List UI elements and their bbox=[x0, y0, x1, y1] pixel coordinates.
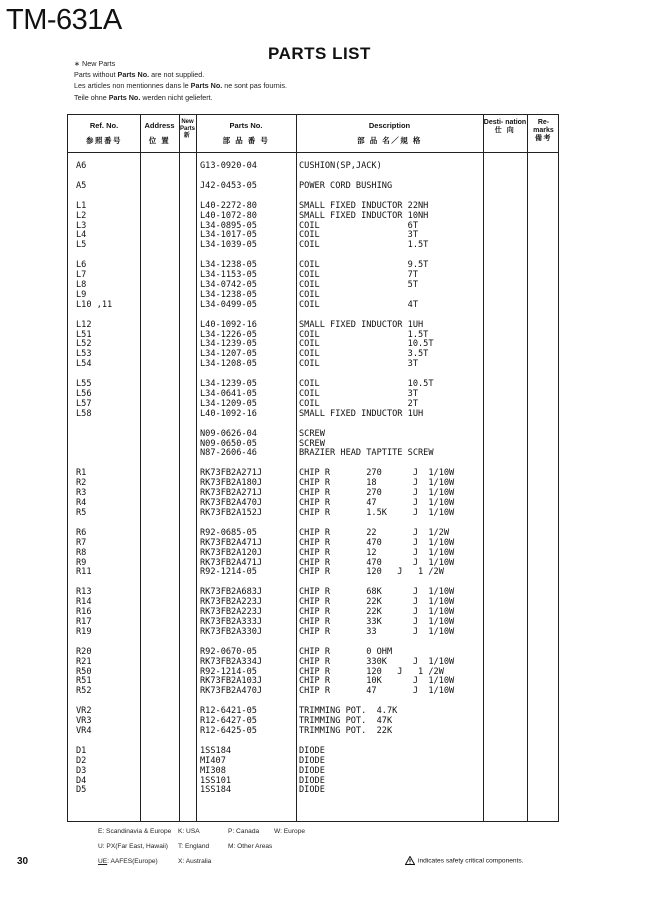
description: COIL 10.5T bbox=[299, 339, 434, 350]
part-no: L34-1207-05 bbox=[200, 349, 257, 360]
col-header-address: Address 位 置 bbox=[144, 121, 175, 145]
ref-no: R20 bbox=[76, 646, 92, 657]
ref-no: L7 bbox=[76, 270, 87, 281]
ref-no: R13 bbox=[76, 587, 92, 598]
description: COIL 9.5T bbox=[299, 260, 429, 271]
description: COIL bbox=[299, 289, 320, 300]
description: COIL 3T bbox=[299, 230, 418, 241]
description: CHIP R 120 J 1 /2W bbox=[299, 666, 444, 677]
ref-no: L52 bbox=[76, 339, 92, 350]
part-no: MI407 bbox=[200, 755, 226, 766]
col-header-description: Description 部 品 名／規 格 bbox=[357, 121, 422, 145]
part-no: L34-1153-05 bbox=[200, 270, 257, 281]
description: TRIMMING POT. 4.7K bbox=[299, 706, 398, 717]
part-no: L34-1238-05 bbox=[200, 289, 257, 300]
table-row bbox=[68, 509, 558, 519]
ref-no: L12 bbox=[76, 319, 92, 330]
ref-no: R9 bbox=[76, 557, 87, 568]
ref-no: L55 bbox=[76, 379, 92, 390]
description: CHIP R 0 OHM bbox=[299, 646, 393, 657]
part-no: RK73FB2A120J bbox=[200, 547, 263, 558]
description: COIL 1.5T bbox=[299, 329, 429, 340]
table-row bbox=[68, 727, 558, 737]
part-no: 1SS184 bbox=[200, 785, 232, 796]
part-no: L34-0895-05 bbox=[200, 220, 257, 231]
ref-no: R7 bbox=[76, 537, 87, 548]
ref-no: L5 bbox=[76, 240, 87, 251]
part-no: RK73FB2A470J bbox=[200, 686, 263, 697]
ref-no: L53 bbox=[76, 349, 92, 360]
ref-no: L4 bbox=[76, 230, 87, 241]
description: DIODE bbox=[299, 775, 325, 786]
footer-code-u: U: PX(Far East, Hawaii) bbox=[98, 843, 168, 850]
part-no: RK73FB2A103J bbox=[200, 676, 263, 687]
description: CHIP R 470 J 1/10W bbox=[299, 557, 455, 568]
ref-no: R1 bbox=[76, 468, 87, 479]
ref-no: L8 bbox=[76, 280, 87, 291]
description: DIODE bbox=[299, 755, 325, 766]
ref-no: L10 ,11 bbox=[76, 299, 113, 310]
col-header-new: New Parts 新 bbox=[179, 119, 195, 139]
ref-no: R21 bbox=[76, 656, 92, 667]
part-no: N09-0650-05 bbox=[200, 438, 257, 449]
description: CHIP R 22K J 1/10W bbox=[299, 597, 455, 608]
description: SCREW bbox=[299, 438, 325, 449]
description: COIL 3.5T bbox=[299, 349, 429, 360]
part-no: R92-1214-05 bbox=[200, 666, 257, 677]
ref-no: VR2 bbox=[76, 706, 92, 717]
footer-code-e: E: Scandinavia & Europe bbox=[98, 828, 172, 835]
model-title: TM-631A bbox=[6, 4, 122, 36]
part-no: L40-1092-16 bbox=[200, 319, 257, 330]
ref-no: R50 bbox=[76, 666, 92, 677]
page-number: 30 bbox=[17, 856, 29, 867]
part-no: L34-1239-05 bbox=[200, 379, 257, 390]
table-row bbox=[68, 162, 558, 172]
ref-no: R2 bbox=[76, 478, 87, 489]
note-fr: Les articles non mentionnes dans le Parts No. ne sont pas fournis. bbox=[74, 81, 287, 91]
table-row bbox=[68, 241, 558, 251]
ref-no: R5 bbox=[76, 507, 87, 518]
part-no: RK73FB2A471J bbox=[200, 557, 263, 568]
description: SMALL FIXED INDUCTOR 10NH bbox=[299, 210, 429, 221]
ref-no: VR4 bbox=[76, 725, 92, 736]
description: COIL 10.5T bbox=[299, 379, 434, 390]
ref-no: L58 bbox=[76, 408, 92, 419]
part-no: L34-1239-05 bbox=[200, 339, 257, 350]
description: TRIMMING POT. 47K bbox=[299, 716, 393, 727]
part-no: RK73FB2A180J bbox=[200, 478, 263, 489]
description: CHIP R 120 J 1 /2W bbox=[299, 567, 444, 578]
description: SCREW bbox=[299, 428, 325, 439]
ref-no: L3 bbox=[76, 220, 87, 231]
part-no: L34-0641-05 bbox=[200, 389, 257, 400]
description: CHIP R 270 J 1/10W bbox=[299, 488, 455, 499]
ref-no: R8 bbox=[76, 547, 87, 558]
footer-code-t: T: England bbox=[178, 843, 210, 850]
part-no: R12-6427-05 bbox=[200, 716, 257, 727]
parts-rows bbox=[68, 162, 558, 796]
notes-block bbox=[74, 58, 287, 103]
part-no: L40-2272-80 bbox=[200, 200, 257, 211]
ref-no: R6 bbox=[76, 527, 87, 538]
ref-no: R14 bbox=[76, 597, 92, 608]
ref-no: D3 bbox=[76, 765, 87, 776]
part-no: RK73FB2A471J bbox=[200, 537, 263, 548]
description: TRIMMING POT. 22K bbox=[299, 725, 393, 736]
description: COIL 7T bbox=[299, 270, 418, 281]
description: DIODE bbox=[299, 785, 325, 796]
description: DIODE bbox=[299, 745, 325, 756]
description: CHIP R 33 J 1/10W bbox=[299, 626, 455, 637]
part-no: L34-1208-05 bbox=[200, 359, 257, 370]
table-row bbox=[68, 568, 558, 578]
ref-no: D1 bbox=[76, 745, 87, 756]
description: COIL 1.5T bbox=[299, 240, 429, 251]
part-no: R12-6425-05 bbox=[200, 725, 257, 736]
description: CHIP R 270 J 1/10W bbox=[299, 468, 455, 479]
description: CHIP R 47 J 1/10W bbox=[299, 498, 455, 509]
header-divider bbox=[68, 152, 558, 153]
ref-no: L57 bbox=[76, 398, 92, 409]
description: CHIP R 330K J 1/10W bbox=[299, 656, 455, 667]
part-no: RK73FB2A223J bbox=[200, 597, 263, 608]
part-no: RK73FB2A470J bbox=[200, 498, 263, 509]
part-no: L34-0499-05 bbox=[200, 299, 257, 310]
ref-no: L6 bbox=[76, 260, 87, 271]
ref-no: L2 bbox=[76, 210, 87, 221]
description: DIODE bbox=[299, 765, 325, 776]
description: CHIP R 22 J 1/2W bbox=[299, 527, 450, 538]
ref-no: R19 bbox=[76, 626, 92, 637]
description: CHIP R 1.5K J 1/10W bbox=[299, 507, 455, 518]
part-no: G13-0920-04 bbox=[200, 161, 257, 171]
ref-no: A5 bbox=[76, 180, 87, 191]
table-row bbox=[68, 301, 558, 311]
part-no: RK73FB2A152J bbox=[200, 507, 263, 518]
note-en: Parts without Parts No. are not supplied. bbox=[74, 70, 205, 80]
part-no: MI308 bbox=[200, 765, 226, 776]
ref-no: L54 bbox=[76, 359, 92, 370]
ref-no: D4 bbox=[76, 775, 87, 786]
ref-no: R11 bbox=[76, 567, 92, 578]
footer-code-x: X: Australia bbox=[178, 858, 212, 865]
ref-no: R52 bbox=[76, 686, 92, 697]
ref-no: R16 bbox=[76, 607, 92, 618]
part-no: 1SS101 bbox=[200, 775, 232, 786]
description: CHIP R 12 J 1/10W bbox=[299, 547, 455, 558]
description: CHIP R 18 J 1/10W bbox=[299, 478, 455, 489]
ref-no: D5 bbox=[76, 785, 87, 796]
part-no: RK73FB2A223J bbox=[200, 607, 263, 618]
part-no: RK73FB2A333J bbox=[200, 616, 263, 627]
table-row bbox=[68, 687, 558, 697]
col-header-parts-no: Parts No. 部 品 番 号 bbox=[222, 121, 270, 145]
note-new-parts: ∗ New Parts bbox=[74, 59, 116, 68]
part-no: 1SS184 bbox=[200, 745, 232, 756]
col-header-destination: Desti- nation 仕 向 bbox=[483, 119, 527, 134]
description: BRAZIER HEAD TAPTITE SCREW bbox=[299, 448, 434, 459]
ref-no: R4 bbox=[76, 498, 87, 509]
part-no: RK73FB2A271J bbox=[200, 468, 263, 479]
ref-no: L51 bbox=[76, 329, 92, 340]
page-title: PARTS LIST bbox=[268, 44, 371, 63]
footer-code-w: W: Europe bbox=[274, 828, 306, 835]
table-row bbox=[68, 628, 558, 638]
part-no: L34-1209-05 bbox=[200, 398, 257, 409]
part-no: J42-0453-05 bbox=[200, 180, 257, 191]
ref-no: VR3 bbox=[76, 716, 92, 727]
part-no: R92-0685-05 bbox=[200, 527, 257, 538]
description: COIL 2T bbox=[299, 398, 418, 409]
table-row bbox=[68, 449, 558, 459]
description: CHIP R 47 J 1/10W bbox=[299, 686, 455, 697]
ref-no: A6 bbox=[76, 161, 87, 171]
part-no: RK73FB2A683J bbox=[200, 587, 263, 598]
description: CHIP R 68K J 1/10W bbox=[299, 587, 455, 598]
description: COIL 3T bbox=[299, 359, 418, 370]
part-no: L34-1238-05 bbox=[200, 260, 257, 271]
table-row bbox=[68, 182, 558, 192]
part-no: R92-0670-05 bbox=[200, 646, 257, 657]
col-header-ref: Ref. No. 参照番号 bbox=[86, 121, 122, 145]
description: CHIP R 470 J 1/10W bbox=[299, 537, 455, 548]
ref-no: R3 bbox=[76, 488, 87, 499]
part-no: RK73FB2A330J bbox=[200, 626, 263, 637]
part-no: R92-1214-05 bbox=[200, 567, 257, 578]
part-no: R12-6421-05 bbox=[200, 706, 257, 717]
parts-table bbox=[67, 114, 559, 822]
table-row bbox=[68, 360, 558, 370]
footer-code-ue: UE: AAFES(Europe) bbox=[98, 858, 158, 865]
ref-no: L9 bbox=[76, 289, 87, 300]
part-no: L34-0742-05 bbox=[200, 280, 257, 291]
table-row bbox=[68, 786, 558, 796]
description: CHIP R 10K J 1/10W bbox=[299, 676, 455, 687]
ref-no: R17 bbox=[76, 616, 92, 627]
part-no: RK73FB2A271J bbox=[200, 488, 263, 499]
footer-code-k: K: USA bbox=[178, 828, 200, 835]
description: COIL 3T bbox=[299, 389, 418, 400]
part-no: L34-1017-05 bbox=[200, 230, 257, 241]
warning-triangle-icon bbox=[405, 856, 415, 865]
note-de: Teile ohne Parts No. werden nicht geliefert. bbox=[74, 92, 213, 102]
part-no: L40-1092-16 bbox=[200, 408, 257, 419]
description: CUSHION(SP,JACK) bbox=[299, 161, 382, 171]
ref-no: L56 bbox=[76, 389, 92, 400]
footer-code-p: P: Canada bbox=[228, 828, 260, 835]
part-no: N09-0626-04 bbox=[200, 428, 257, 439]
description: SMALL FIXED INDUCTOR 1UH bbox=[299, 319, 424, 330]
description: POWER CORD BUSHING bbox=[299, 180, 393, 191]
description: SMALL FIXED INDUCTOR 1UH bbox=[299, 408, 424, 419]
safety-note: indicates safety critical components. bbox=[405, 856, 524, 865]
part-no: L34-1226-05 bbox=[200, 329, 257, 340]
part-no: RK73FB2A334J bbox=[200, 656, 263, 667]
ref-no: D2 bbox=[76, 755, 87, 766]
description: CHIP R 33K J 1/10W bbox=[299, 616, 455, 627]
description: COIL 5T bbox=[299, 280, 418, 291]
ref-no: L1 bbox=[76, 200, 87, 211]
description: COIL 4T bbox=[299, 299, 418, 310]
table-row bbox=[68, 410, 558, 420]
ref-no: R51 bbox=[76, 676, 92, 687]
part-no: L40-1072-80 bbox=[200, 210, 257, 221]
description: COIL 6T bbox=[299, 220, 418, 231]
part-no: N87-2606-46 bbox=[200, 448, 257, 459]
description: CHIP R 22K J 1/10W bbox=[299, 607, 455, 618]
col-header-remarks: Re- marks 備考 bbox=[533, 119, 554, 142]
description: SMALL FIXED INDUCTOR 22NH bbox=[299, 200, 429, 211]
footer-code-m: M: Other Areas bbox=[228, 843, 273, 850]
part-no: L34-1039-05 bbox=[200, 240, 257, 251]
